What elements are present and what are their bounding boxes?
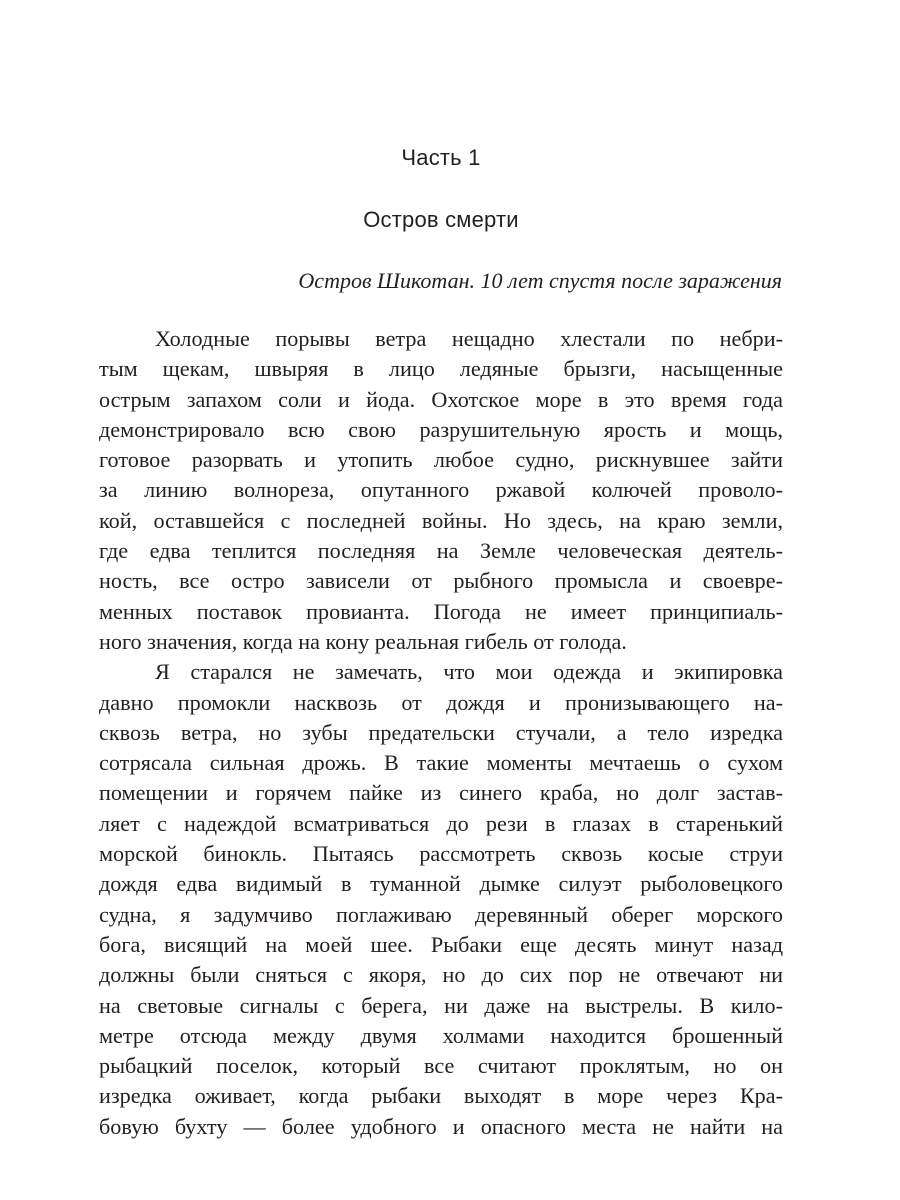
- paragraph-2-line: ляет с надеждой всматриваться до рези в глазах в старенький: [99, 810, 783, 836]
- paragraph-2-line: помещении и горячем пайке из синего краба, но долг застав-: [99, 780, 783, 806]
- paragraph-2-line: дождя едва видимый в туманной дымке силуэт рыболовецкого: [99, 871, 783, 897]
- paragraph-2-line: Я старался не замечать, что мои одежда и экипировка: [155, 659, 783, 685]
- paragraph-1-line: менных поставок провианта. Погода не имеет принципиаль-: [99, 598, 783, 624]
- chapter-title: Остров смерти: [363, 207, 519, 232]
- paragraph-1-line: демонстрировало всю свою разрушительную ярость и мощь,: [99, 416, 783, 442]
- paragraph-2-line: сквозь ветра, но зубы предательски стучали, а тело изредка: [99, 719, 783, 745]
- paragraph-1-line: Холодные порывы ветра нещадно хлестали по небри-: [155, 326, 783, 351]
- paragraph-1-line: ность, все остро зависели от рыбного промысла и своевре-: [99, 568, 783, 594]
- paragraph-2-line: бога, висящий на моей шее. Рыбаки еще десять минут назад: [99, 931, 783, 957]
- paragraph-1-line: за линию волнореза, опутанного ржавой колючей проволо-: [99, 477, 783, 503]
- paragraph-2-line: судна, я задумчиво поглаживаю деревянный оберег морского: [99, 901, 783, 927]
- part-title: Часть 1: [401, 145, 481, 170]
- paragraph-2-line: метре отсюда между двумя холмами находится брошенный: [99, 1022, 783, 1048]
- paragraph-1-line: готовое разорвать и утопить любое судно, рискнувшее зайти: [99, 447, 783, 473]
- paragraph-2-line: давно промокли насквозь от дождя и пронизывающего на-: [99, 689, 783, 715]
- paragraph-1-line: ного значения, когда на кону реальная гибель от голода.: [99, 628, 627, 654]
- paragraph-2-line: должны были сняться с якоря, но до сих пор не отвечают ни: [99, 962, 783, 988]
- paragraph-2-line: сотрясала сильная дрожь. В такие моменты мечтаешь о сухом: [99, 750, 783, 776]
- paragraph-1-line: где едва теплится последняя на Земле человеческая деятель-: [99, 538, 783, 564]
- paragraph-2-line: морской бинокль. Пытаясь рассмотреть сквозь косые струи: [99, 841, 783, 867]
- paragraph-2-line: на световые сигналы с берега, ни даже на выстрелы. В кило-: [99, 992, 783, 1018]
- epigraph: Остров Шикотан. 10 лет спустя после заражения: [298, 268, 782, 293]
- paragraph-1-line: острым запахом соли и йода. Охотское море в это время года: [99, 386, 783, 412]
- paragraph-1-line: тым щекам, швыряя в лицо ледяные брызги, насыщенные: [99, 356, 783, 382]
- body-text: [99, 324, 783, 1142]
- paragraph-2-line: рыбацкий поселок, который все считают проклятым, но он: [99, 1053, 783, 1079]
- paragraph-1-line: кой, оставшейся с последней войны. Но здесь, на краю земли,: [99, 507, 783, 533]
- paragraph-2-line: бовую бухту — более удобного и опасного места не найти на: [99, 1113, 783, 1139]
- paragraph-2-line: изредка оживает, когда рыбаки выходят в море через Кра-: [99, 1083, 783, 1109]
